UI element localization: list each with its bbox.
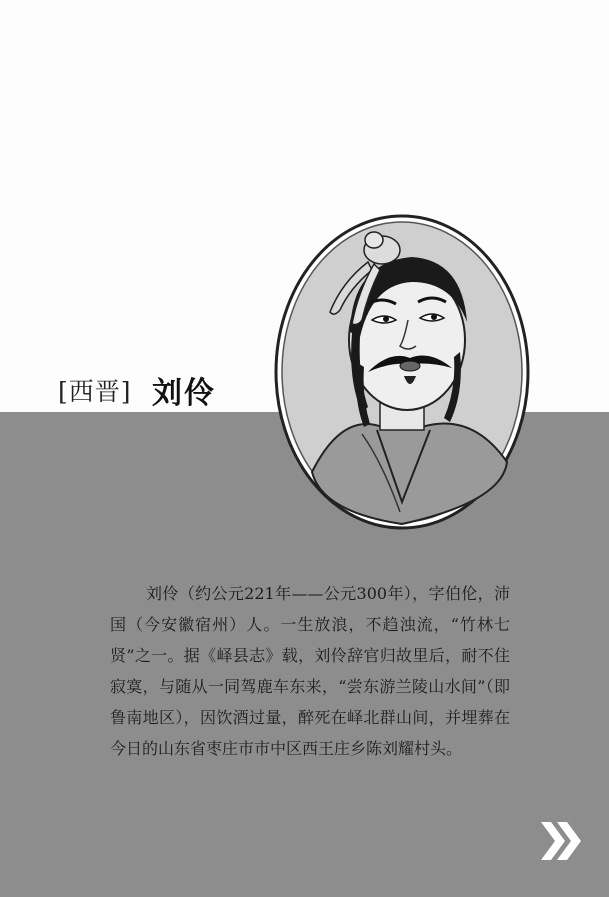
double-chevron-right-icon[interactable] [537, 818, 585, 864]
portrait-illustration [272, 212, 532, 532]
dynasty-label: [西晋] [58, 377, 132, 406]
person-name: 刘伶 [152, 376, 216, 411]
biography-paragraph: 刘伶（约公元221年——公元300年），字伯伦，沛国（今安徽宿州）人。一生放浪，不趋浊流，“竹林七贤”之一。据《峄县志》载，刘伶辞官归故里后，耐不住寂寞，与随从一同驾鹿车东来，“尝东游兰陵山水间”（即鲁南地区），因饮酒过量，醉死在峄北群山间，并埋葬在今日的山东省枣庄市市中区西王庄乡陈刘耀村头。 [110, 584, 510, 758]
